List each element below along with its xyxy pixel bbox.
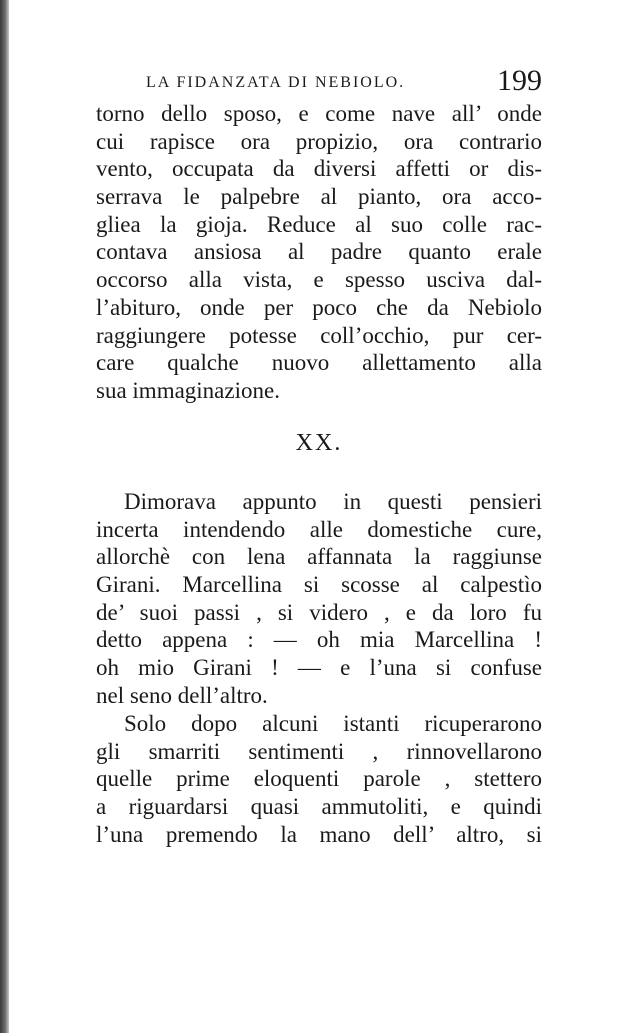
text-line: sua immaginazione. xyxy=(96,377,280,403)
text-line: vento, occupata da diversi affetti or dis- xyxy=(96,156,542,182)
text-line: Dimorava appunto in questi pensieri xyxy=(124,489,542,514)
text-line: quelle prime eloquenti parole , stettero xyxy=(96,766,542,792)
text-line: de’ suoi passi , si videro , e da loro fu xyxy=(96,599,542,625)
page-binding-edge xyxy=(0,0,9,1033)
text-line: gli smarriti sentimenti , rinnovellarono xyxy=(96,738,542,764)
text-line: contava ansiosa al padre quanto erale xyxy=(96,239,542,265)
text-line: Solo dopo alcuni istanti ricuperarono xyxy=(124,711,542,736)
page-header xyxy=(96,64,542,100)
section-heading: XX. xyxy=(295,430,343,456)
running-title: LA FIDANZATA DI NEBIOLO. xyxy=(146,74,406,91)
text-line: gliea la gioja. Reduce al suo colle rac- xyxy=(96,211,542,237)
text-line: detto appena : — oh mia Marcellina ! xyxy=(96,627,542,653)
text-line: allorchè con lena affannata la raggiunse xyxy=(96,544,542,570)
paragraph-1 xyxy=(96,100,542,405)
text-line: Girani. Marcellina si scosse al calpestìo xyxy=(96,572,542,598)
text-line: l’abituro, onde per poco che da Nebiolo xyxy=(96,294,542,320)
paragraph-2 xyxy=(96,488,542,710)
text-line: raggiungere potesse coll’occhio, pur cer- xyxy=(96,322,542,348)
text-line: care qualche nuovo allettamento alla xyxy=(96,350,542,376)
paragraph-3 xyxy=(96,710,542,848)
text-line: torno dello sposo, e come nave all’ onde xyxy=(96,101,542,126)
text-line: cui rapisce ora propizio, ora contrario xyxy=(96,128,542,154)
page-number: 199 xyxy=(497,64,542,97)
text-line: oh mio Girani ! — e l’una si confuse xyxy=(96,655,542,681)
text-line: occorso alla vista, e spesso usciva dal- xyxy=(96,267,542,293)
text-line: serrava le palpebre al pianto, ora acco- xyxy=(96,184,542,210)
text-line: a riguardarsi quasi ammutoliti, e quindi xyxy=(96,794,542,820)
text-line: l’una premendo la mano dell’ altro, si xyxy=(96,821,542,847)
text-line: incerta intendendo alle domestiche cure, xyxy=(96,516,542,542)
text-line: nel seno dell’altro. xyxy=(96,682,268,708)
